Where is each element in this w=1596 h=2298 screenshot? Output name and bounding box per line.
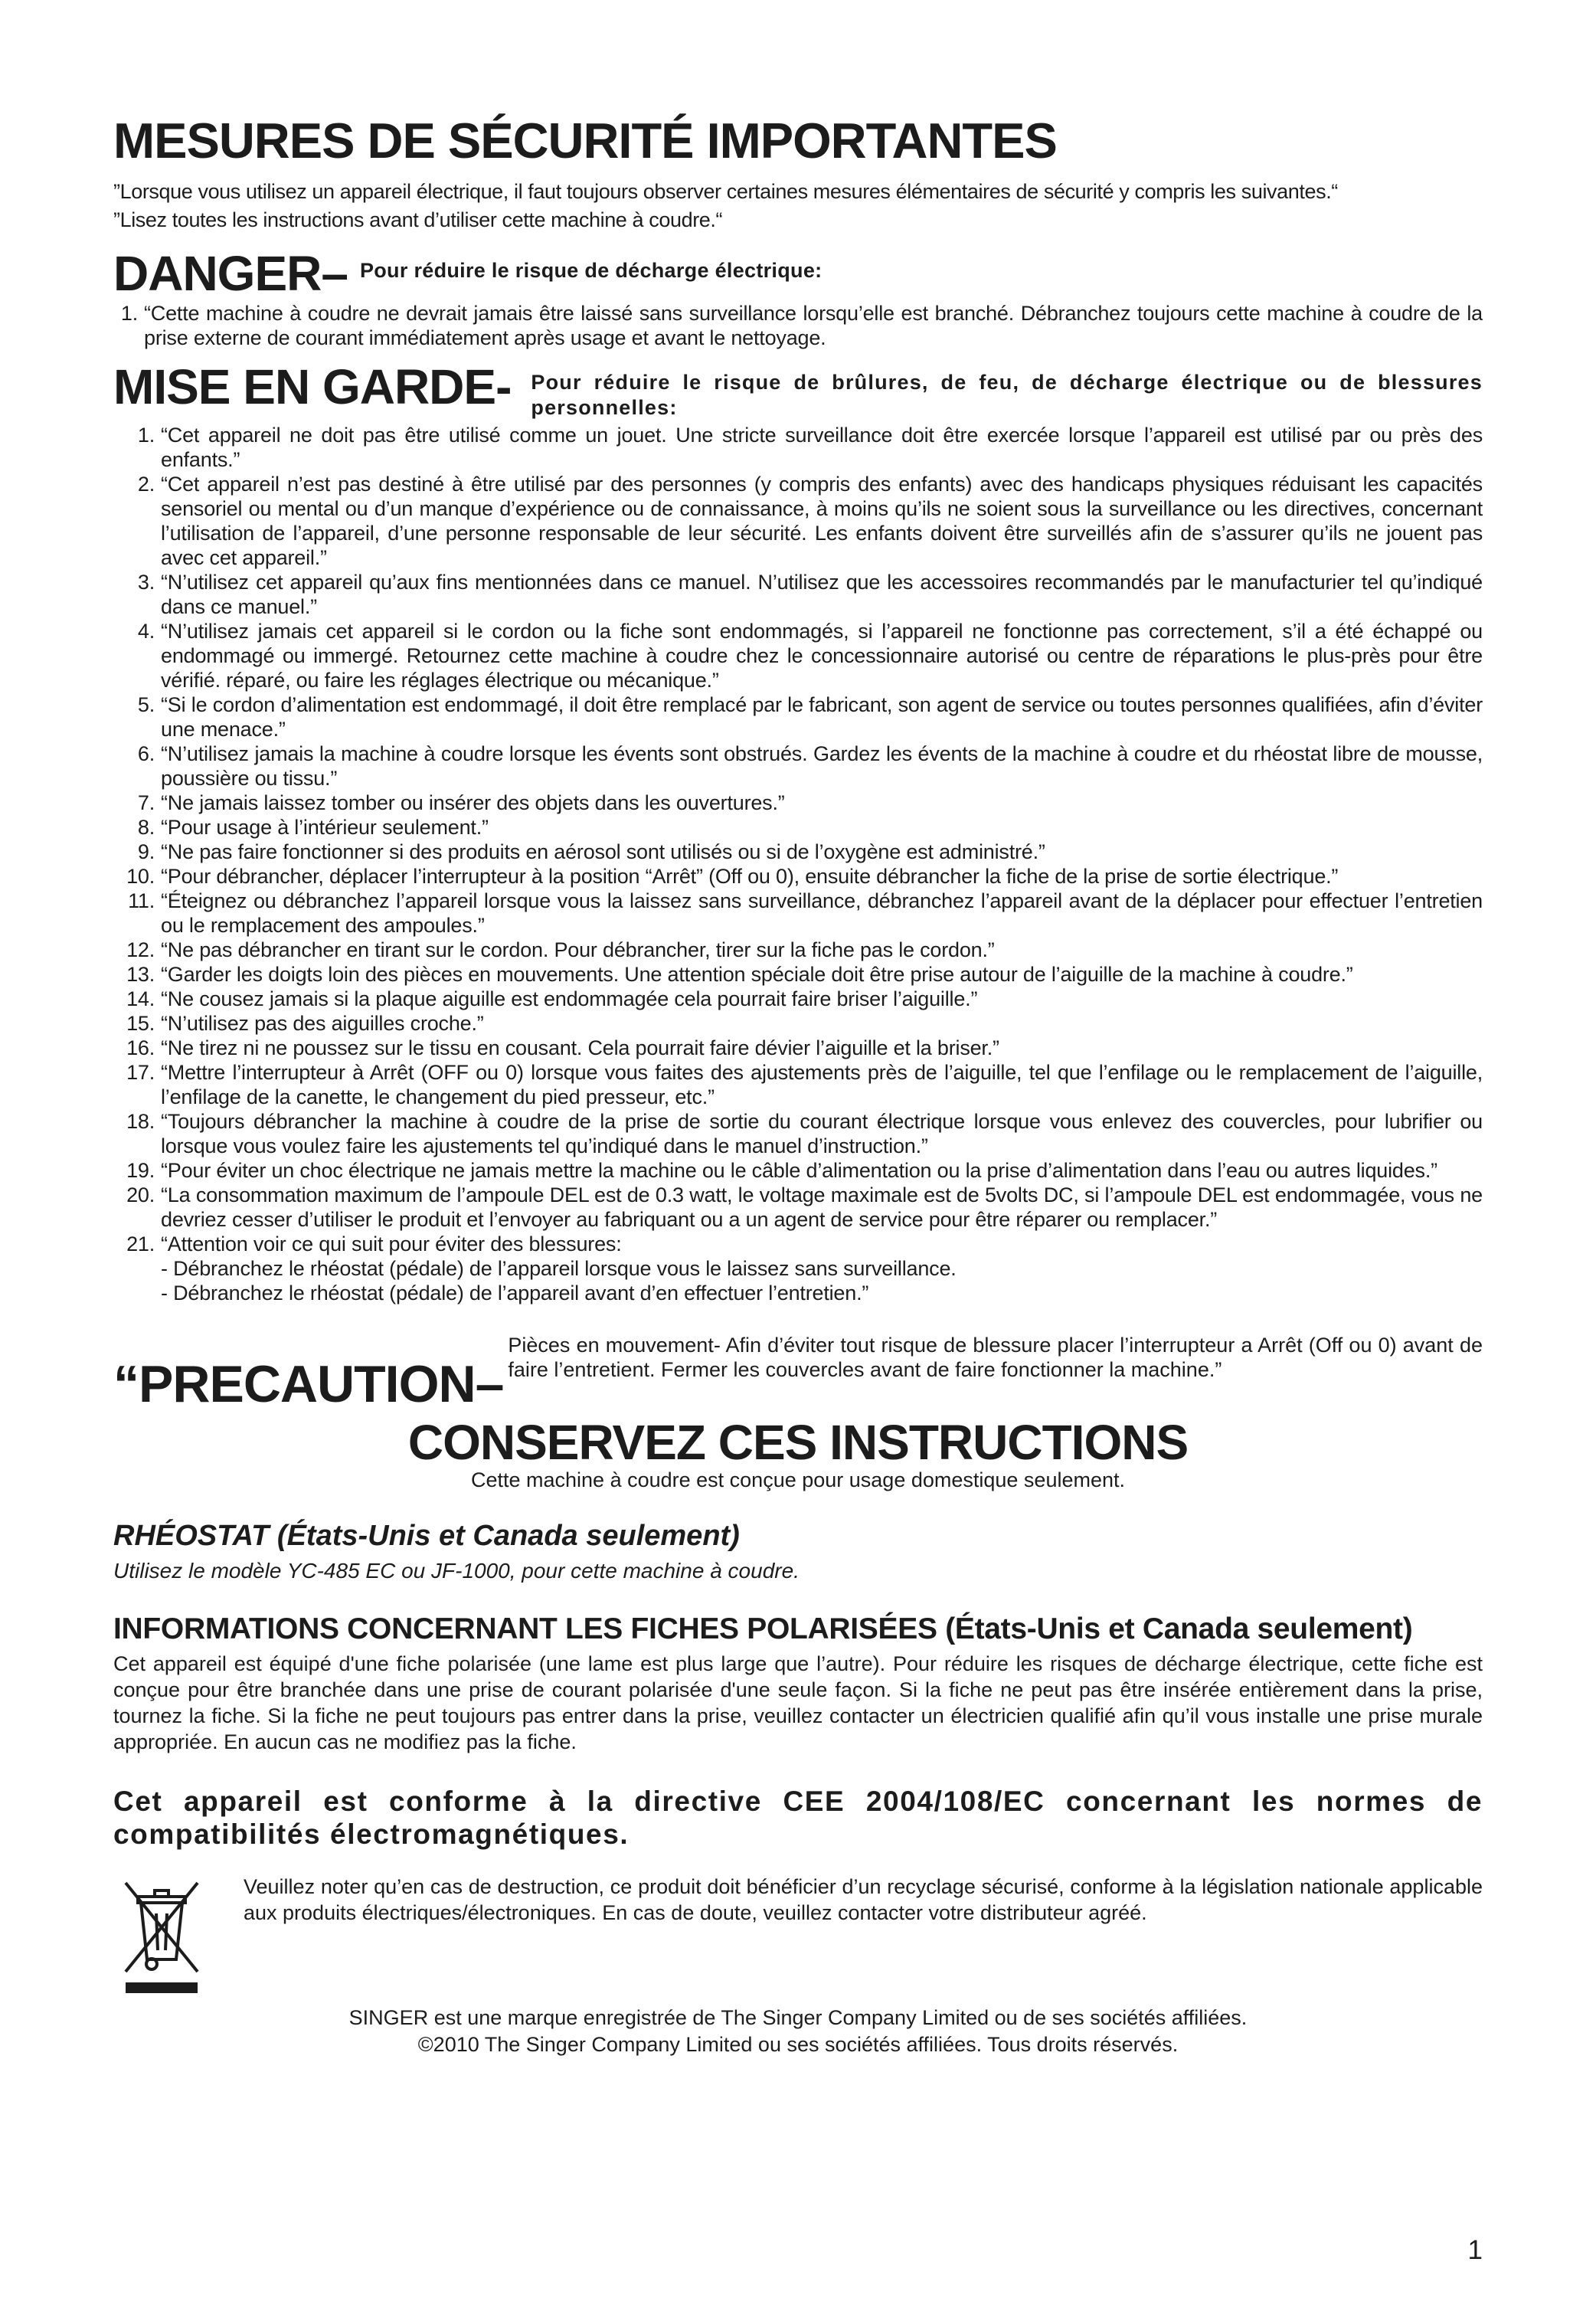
item-text-main: “N’utilisez jamais cet appareil si le cordon ou la fiche sont endommagés, si l’appareil ne fonctionne pas correctement, s’il a été échappé ou endommagé ou immergé. Retournez cette machine à coudre chez le concessionnaire autorisé ou centre de réparations le plus-près pour être vérifié. réparé, ou faire les réglages électrique ou mécanique.”: [161, 619, 1483, 692]
item-number: 8.: [137, 815, 155, 839]
list-item: [113, 1158, 1483, 1183]
item-text-main: “Ne pas faire fonctionner si des produits en aérosol sont utilisés ou si de l’oxygène est administré.”: [161, 840, 1045, 863]
item-text: [161, 1109, 1483, 1158]
item-number: 12.: [126, 938, 155, 961]
item-text: [161, 889, 1483, 938]
item-text: [161, 938, 1483, 962]
item-text-main: “Ne pas débrancher en tirant sur le cordon. Pour débrancher, tirer sur la fiche pas le cordon.”: [161, 938, 995, 961]
warning-heading: MISE EN GARDE-: [113, 359, 512, 415]
item-text-main: “Toujours débrancher la machine à coudre de la prise de sortie du courant électrique lorsque vous enlevez des couvercles, pour lubrifier ou lorsque vous voulez faire les ajustements tel qu’indiqué dans le manuel d’instruction.”: [161, 1109, 1483, 1157]
item-text: [161, 692, 1483, 741]
item-number: 21.: [126, 1232, 155, 1255]
item-text-main: “N’utilisez jamais la machine à coudre lorsque les évents sont obstrués. Gardez les évents de la machine à coudre et du rhéostat libre de mousse, poussière ou tissu.”: [161, 741, 1483, 790]
list-item: [113, 889, 1483, 938]
list-item: [113, 815, 1483, 840]
item-number: 9.: [137, 840, 155, 863]
list-item: [113, 1036, 1483, 1060]
warning-header: [113, 359, 1483, 420]
item-text: [161, 1232, 1483, 1305]
item-text: [161, 741, 1483, 791]
item-text-main: “La consommation maximum de l’ampoule DEL est de 0.3 watt, le voltage maximale est de 5volts DC, si l’ampoule DEL est endommagée, vous ne devriez cesser d’utiliser le produit et l’envoyer au fabriquant ou a un agent de service pour être réparer ou remplacer.”: [161, 1183, 1483, 1231]
item-number: 19.: [126, 1158, 155, 1182]
item-number: 13.: [126, 962, 155, 986]
item-number: 7.: [137, 791, 155, 814]
page-number: 1: [1467, 2235, 1483, 2265]
item-text-main: “Ne jamais laissez tomber ou insérer des objets dans les ouvertures.”: [161, 791, 785, 814]
list-item: [113, 692, 1483, 741]
save-instructions-title: CONSERVEZ CES INSTRUCTIONS: [407, 1414, 1189, 1470]
list-item: [113, 987, 1483, 1011]
rheostat-title: RHÉOSTAT (États-Unis et Canada seulement): [113, 1520, 740, 1553]
intro-line: ”Lisez toutes les instructions avant d’utiliser cette machine à coudre.“: [113, 208, 723, 231]
warning-subtitle: Pour réduire le risque de brûlures, de feu, de décharge électrique ou de blessures personnelles:: [531, 371, 1483, 419]
item-number: 20.: [126, 1183, 155, 1206]
list-item: [113, 301, 1483, 350]
copyright-notice: ©2010 The Singer Company Limited ou ses sociétés affiliées. Tous droits réservés.: [417, 2033, 1179, 2057]
item-text: [161, 1011, 1483, 1036]
item-number: 18.: [126, 1109, 155, 1133]
precaution-heading: “PRECAUTION–: [113, 1354, 504, 1413]
item-number: 15.: [126, 1011, 155, 1035]
item-number: 10.: [126, 864, 155, 888]
danger-heading: DANGER–: [113, 246, 348, 302]
list-item: [113, 472, 1483, 570]
item-number: 6.: [137, 741, 155, 765]
intro: [113, 178, 1483, 234]
item-text: [161, 570, 1483, 619]
item-text: [161, 864, 1483, 889]
item-text: [161, 815, 1483, 840]
item-number: 16.: [126, 1036, 155, 1059]
list-item: [113, 938, 1483, 962]
item-text: [161, 1158, 1483, 1183]
item-text: [144, 301, 1483, 350]
weee-text: Veuillez noter qu’en cas de destruction, ce produit doit bénéficier d’un recyclage sécurisé, conforme à la législation nationale applicable aux produits électriques/électroniques. En cas de doute, veuillez contacter votre distributeur agréé.: [244, 1875, 1483, 1925]
item-text: [161, 1183, 1483, 1232]
item-text: [161, 987, 1483, 1011]
trademark-notice: SINGER est une marque enregistrée de The Singer Company Limited ou de ses sociétés affiliées.: [348, 2006, 1248, 2030]
emc-directive-statement: Cet appareil est conforme à la directive CEE 2004/108/EC concernant les normes de compatibilités électromagnétiques.: [113, 1786, 1483, 1850]
list-item: [113, 1232, 1483, 1305]
item-number: 2.: [137, 472, 155, 496]
item-text: [161, 619, 1483, 692]
item-text-main: “Cet appareil ne doit pas être utilisé comme un jouet. Une stricte surveillance doit être exercée lorsque l’appareil est utilisé par ou près des enfants.”: [161, 423, 1483, 471]
item-text-main: “Si le cordon d’alimentation est endommagé, il doit être remplacé par le fabricant, son agent de service ou toutes personnes qualifiées, afin d’éviter une menace.”: [161, 692, 1483, 741]
polarized-plug-title: INFORMATIONS CONCERNANT LES FICHES POLARISÉES (États-Unis et Canada seulement): [113, 1612, 1413, 1646]
rheostat-text: Utilisez le modèle YC-485 EC ou JF-1000, pour cette machine à coudre.: [113, 1559, 800, 1583]
precaution-text: Pièces en mouvement- Afin d’éviter tout risque de blessure placer l’interrupteur a Arrêt (Off ou 0) avant de faire l’entretient. Fermer les couvercles avant de faire fonctionner la machine.”: [508, 1333, 1483, 1381]
item-number: 11.: [128, 889, 155, 912]
list-item: [113, 1011, 1483, 1036]
item-number: 1.: [120, 302, 138, 326]
item-number: 1.: [137, 423, 155, 447]
footer: [113, 2005, 1483, 2058]
danger-list: [113, 301, 1483, 350]
item-sub-line: - Débranchez le rhéostat (pédale) de l’appareil lorsque vous le laissez sans surveillance.: [161, 1256, 957, 1280]
page: [113, 115, 1483, 2058]
danger-header: [113, 246, 1483, 302]
item-text: [161, 1036, 1483, 1060]
item-text: [161, 962, 1483, 987]
item-sub-line: - Débranchez le rhéostat (pédale) de l’appareil avant d’en effectuer l’entretien.”: [161, 1281, 869, 1304]
list-item: [113, 1183, 1483, 1232]
intro-line: ”Lorsque vous utilisez un appareil électrique, il faut toujours observer certaines mesures élémentaires de sécurité y compris les suivantes.“: [113, 180, 1338, 204]
item-text-main: “Ne cousez jamais si la plaque aiguille est endommagée cela pourrait faire briser l’aiguille.”: [161, 987, 978, 1010]
item-text-main: “Pour débrancher, déplacer l’interrupteur à la position “Arrêt” (Off ou 0), ensuite débrancher la fiche de la prise de sortie électrique.”: [161, 864, 1339, 888]
item-text: [161, 423, 1483, 472]
item-text-main: “Cette machine à coudre ne devrait jamais être laissé sans surveillance lorsqu’elle est branché. Débranchez toujours cette machine à coudre de la prise externe de courant immédiatement après usage et avant le nettoyage.: [144, 302, 1483, 350]
item-text-main: “Éteignez ou débranchez l’appareil lorsque vous la laissez sans surveillance, débranchez l’appareil avant de la déplacer pour effectuer l’entretien ou le remplacement des ampoules.”: [161, 889, 1483, 937]
item-text-main: “Pour éviter un choc électrique ne jamais mettre la machine ou le câble d’alimentation ou la prise d’alimentation dans l’eau ou autres liquides.”: [161, 1158, 1437, 1182]
precaution-block: [113, 1333, 1483, 1414]
item-text: [161, 472, 1483, 570]
item-text-main: “Pour usage à l’intérieur seulement.”: [161, 815, 489, 839]
list-item: [113, 840, 1483, 864]
danger-subtitle: Pour réduire le risque de décharge électrique:: [359, 259, 823, 283]
item-number: 4.: [137, 619, 155, 643]
item-text-main: “N’utilisez cet appareil qu’aux fins mentionnées dans ce manuel. N’utilisez que les accessoires recommandés par le manufacturier tel qu’indiqué dans ce manuel.”: [161, 570, 1483, 618]
item-text-main: “N’utilisez pas des aiguilles croche.”: [161, 1011, 484, 1035]
item-text-main: “Garder les doigts loin des pièces en mouvements. Une attention spéciale doit être prise autour de l’aiguille de la machine à coudre.”: [161, 962, 1353, 986]
item-text: [161, 1060, 1483, 1109]
crossed-out-wheelie-bin-icon: [113, 1874, 213, 2000]
list-item: [113, 423, 1483, 472]
polarized-plug-text: Cet appareil est équipé d'une fiche polarisée (une lame est plus large que l’autre). Pour réduire les risques de décharge électrique, cette fiche est conçue pour être branchée dans une prise de courant polarisée d'une seule façon. Si la fiche ne peut pas être insérée entièrement dans la prise, tournez la fiche. Si la fiche ne peut toujours pas entrer dans la prise, veuillez contacter un électricien qualifié afin qu’il vous installe une prise murale appropriée. En aucun cas ne modifiez pas la fiche.: [113, 1652, 1483, 1754]
item-text: [161, 791, 1483, 815]
weee-block: [113, 1874, 1483, 2000]
item-text-main: “Cet appareil n’est pas destiné à être utilisé par des personnes (y compris des enfants) avec des handicaps physiques réduisant les capacités sensoriel ou mental ou d’un manque d’expérience ou de connaissance, à moins qu’ils ne soient sous la surveillance ou les directives, concernant l’utilisation de l’appareil, d’une personne responsable de leur sécurité. Les enfants doivent être surveillés afin de s’assurer qu’ils ne jouent pas avec cet appareil.”: [161, 472, 1483, 569]
item-number: 14.: [126, 987, 155, 1010]
list-item: [113, 570, 1483, 619]
list-item: [113, 864, 1483, 889]
item-text-main: “Mettre l’interrupteur à Arrêt (OFF ou 0) lorsque vous faites des ajustements près de l’aiguille, tel que l’enfilage ou le remplacement de l’aiguille, l’enfilage de la canette, le changement du pied presseur, etc.”: [161, 1060, 1483, 1108]
item-number: 3.: [137, 570, 155, 594]
item-text: [161, 840, 1483, 864]
item-text-main: “Attention voir ce qui suit pour éviter des blessures:: [161, 1232, 622, 1255]
item-number: 17.: [126, 1060, 155, 1084]
list-item: [113, 619, 1483, 692]
list-item: [113, 741, 1483, 791]
page-title: MESURES DE SÉCURITÉ IMPORTANTES: [113, 113, 1057, 169]
list-item: [113, 791, 1483, 815]
item-text-main: “Ne tirez ni ne poussez sur le tissu en cousant. Cela pourrait faire dévier l’aiguille et la briser.”: [161, 1036, 999, 1059]
save-instructions-subtitle: Cette machine à coudre est conçue pour usage domestique seulement.: [470, 1468, 1126, 1492]
list-item: [113, 962, 1483, 987]
warning-list: [113, 423, 1483, 1305]
item-number: 5.: [137, 692, 155, 716]
list-item: [113, 1060, 1483, 1109]
list-item: [113, 1109, 1483, 1158]
